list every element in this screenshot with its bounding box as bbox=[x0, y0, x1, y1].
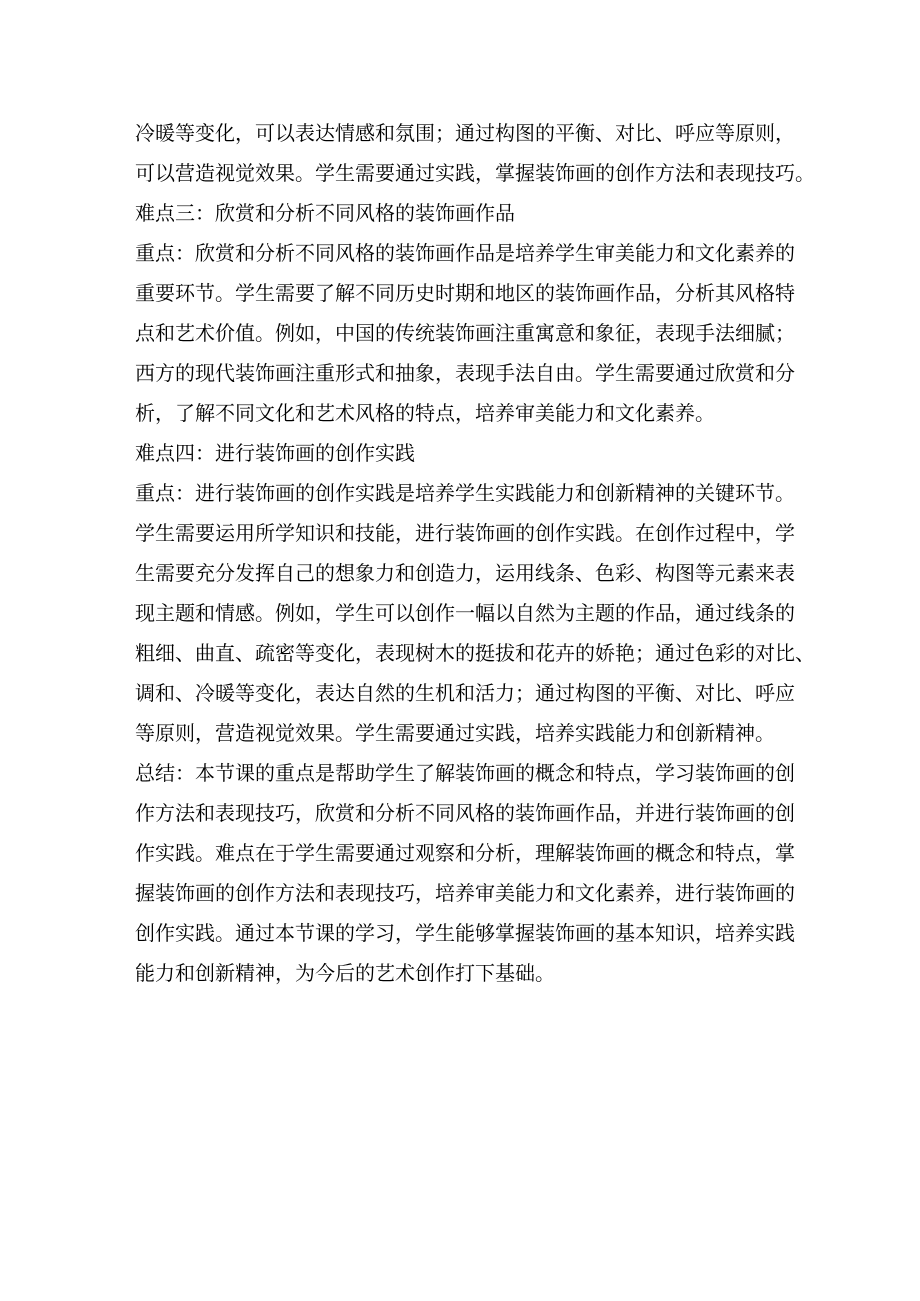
text-line: 现主题和情感。例如，学生可以创作一幅以自然为主题的作品，通过线条的 bbox=[135, 601, 795, 625]
text-line: 西方的现代装饰画注重形式和抽象，表现手法自由。学生需要通过欣赏和分 bbox=[135, 361, 795, 385]
text-line: 等原则，营造视觉效果。学生需要通过实践，培养实践能力和创新精神。 bbox=[135, 721, 775, 745]
text-line: 析，了解不同文化和艺术风格的特点，培养审美能力和文化素养。 bbox=[135, 401, 715, 425]
text-line: 重点：欣赏和分析不同风格的装饰画作品是培养学生审美能力和文化素养的 bbox=[135, 241, 795, 265]
text-line: 能力和创新精神，为今后的艺术创作打下基础。 bbox=[135, 961, 555, 985]
text-line: 学生需要运用所学知识和技能，进行装饰画的创作实践。在创作过程中，学 bbox=[135, 521, 795, 545]
document-page bbox=[135, 113, 815, 993]
text-line: 重要环节。学生需要了解不同历史时期和地区的装饰画作品，分析其风格特 bbox=[135, 281, 795, 305]
section-heading-difficulty-4: 难点四：进行装饰画的创作实践 bbox=[135, 441, 415, 465]
text-line: 调和、冷暖等变化，表达自然的生机和活力；通过构图的平衡、对比、呼应 bbox=[135, 681, 795, 705]
text-line: 点和艺术价值。例如，中国的传统装饰画注重寓意和象征，表现手法细腻； bbox=[135, 321, 795, 345]
text-line: 重点：进行装饰画的创作实践是培养学生实践能力和创新精神的关键环节。 bbox=[135, 481, 795, 505]
text-line: 冷暖等变化，可以表达情感和氛围；通过构图的平衡、对比、呼应等原则， bbox=[135, 121, 795, 145]
text-line: 创作实践。通过本节课的学习，学生能够掌握装饰画的基本知识，培养实践 bbox=[135, 921, 795, 945]
text-line: 生需要充分发挥自己的想象力和创造力，运用线条、色彩、构图等元素来表 bbox=[135, 561, 795, 585]
text-line: 握装饰画的创作方法和表现技巧，培养审美能力和文化素养，进行装饰画的 bbox=[135, 881, 795, 905]
text-line: 粗细、曲直、疏密等变化，表现树木的挺拔和花卉的娇艳；通过色彩的对比、 bbox=[135, 641, 815, 665]
text-line: 作实践。难点在于学生需要通过观察和分析，理解装饰画的概念和特点，掌 bbox=[135, 841, 795, 865]
text-line: 作方法和表现技巧，欣赏和分析不同风格的装饰画作品，并进行装饰画的创 bbox=[135, 801, 795, 825]
summary-line: 总结：本节课的重点是帮助学生了解装饰画的概念和特点，学习装饰画的创 bbox=[135, 761, 795, 785]
text-line: 可以营造视觉效果。学生需要通过实践，掌握装饰画的创作方法和表现技巧。 bbox=[135, 161, 815, 185]
section-heading-difficulty-3: 难点三：欣赏和分析不同风格的装饰画作品 bbox=[135, 201, 515, 225]
